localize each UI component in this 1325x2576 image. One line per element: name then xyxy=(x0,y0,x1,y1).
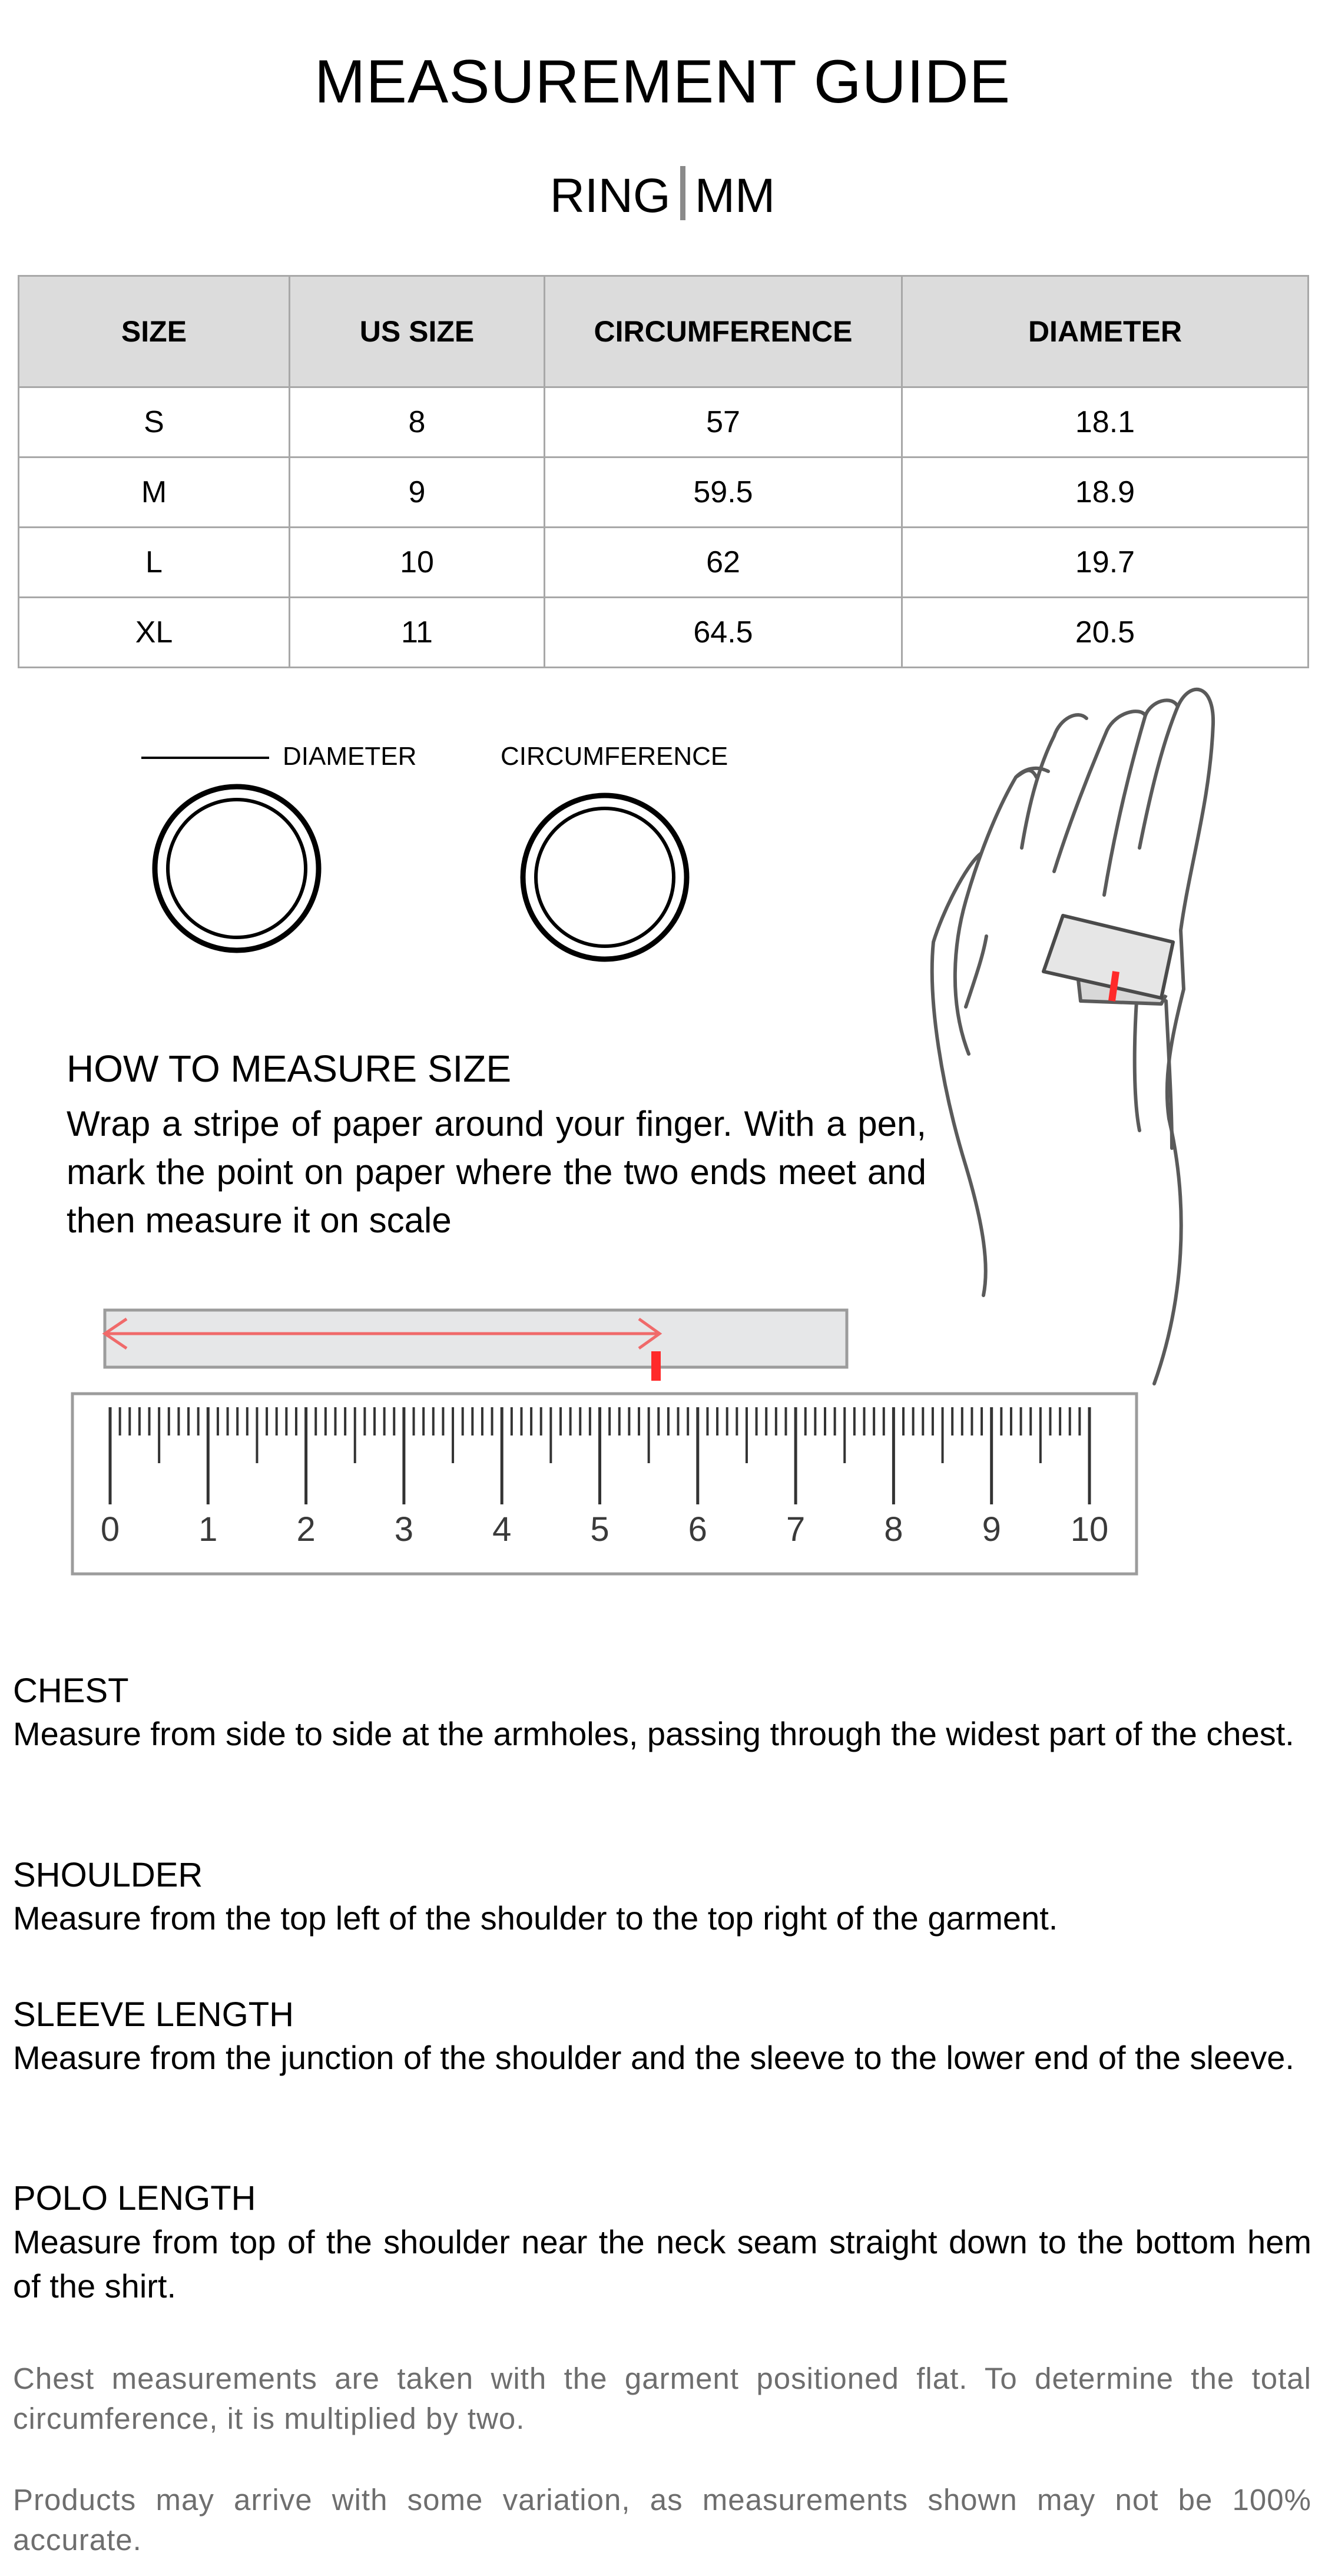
cell-us-size: 11 xyxy=(290,598,545,668)
sleeve-length-title: SLEEVE LENGTH xyxy=(13,1995,294,2034)
cell-us-size: 10 xyxy=(290,528,545,598)
chest-title: CHEST xyxy=(13,1672,129,1710)
ruler-tick-label: 5 xyxy=(590,1510,610,1549)
paper-band-icon xyxy=(1044,916,1173,1004)
cell-us-size: 8 xyxy=(290,387,545,457)
cell-diameter: 19.7 xyxy=(902,528,1309,598)
shoulder-body: Measure from the top left of the shoulder to the top right of the garment. xyxy=(13,1899,1058,1937)
cell-circumference: 59.5 xyxy=(545,457,902,528)
cell-size: S xyxy=(19,387,290,457)
how-to-title: HOW TO MEASURE SIZE xyxy=(67,1047,512,1090)
circumference-label: CIRCUMFERENCE xyxy=(501,742,728,771)
circumference-ring-icon xyxy=(523,795,687,959)
ruler-tick-label: 8 xyxy=(884,1510,903,1549)
header-size: SIZE xyxy=(19,276,290,387)
how-to-body: Wrap a stripe of paper around your finger. With a pen, mark the point on paper where the two ends meet and then measure it on scale xyxy=(67,1104,926,1240)
cell-size: XL xyxy=(19,598,290,668)
note-variation: Products may arrive with some variation, as measurements shown may not be 100% accurate. xyxy=(13,2483,1311,2557)
diameter-ring-icon xyxy=(141,758,319,950)
subtitle-unit: MM xyxy=(694,169,776,223)
cell-circumference: 57 xyxy=(545,387,902,457)
cell-diameter: 18.9 xyxy=(902,457,1309,528)
ruler-tick-label: 6 xyxy=(688,1510,707,1549)
cell-us-size: 9 xyxy=(290,457,545,528)
sleeve-length-body: Measure from the junction of the shoulder and the sleeve to the lower end of the sleeve. xyxy=(13,2039,1294,2076)
header-circumference: CIRCUMFERENCE xyxy=(545,276,902,387)
polo-length-body: Measure from top of the shoulder near the neck seam straight down to the bottom hem of the shirt. xyxy=(13,2223,1311,2305)
polo-length-title: POLO LENGTH xyxy=(13,2179,256,2217)
cell-size: M xyxy=(19,457,290,528)
ruler-tick-label: 0 xyxy=(100,1510,120,1549)
header-us-size: US SIZE xyxy=(290,276,545,387)
cell-circumference: 64.5 xyxy=(545,598,902,668)
hand-illustration xyxy=(932,689,1213,1384)
ruler-tick-label: 9 xyxy=(982,1510,1001,1549)
cell-diameter: 18.1 xyxy=(902,387,1309,457)
cell-size: L xyxy=(19,528,290,598)
ruler-tick-label: 10 xyxy=(1070,1510,1109,1549)
chest-body: Measure from side to side at the armholes, passing through the widest part of the chest. xyxy=(13,1715,1294,1752)
page-title: MEASUREMENT GUIDE xyxy=(314,48,1011,116)
shoulder-title: SHOULDER xyxy=(13,1856,203,1894)
note-chest-flat: Chest measurements are taken with the garment positioned flat. To determine the total circumference, it is multiplied by two. xyxy=(13,2362,1311,2435)
header-diameter: DIAMETER xyxy=(902,276,1309,387)
subtitle-ring: RING xyxy=(549,169,671,223)
ruler-tick-label: 3 xyxy=(394,1510,414,1549)
diameter-label: DIAMETER xyxy=(283,742,417,771)
cell-diameter: 20.5 xyxy=(902,598,1309,668)
paper-strip-icon xyxy=(105,1310,847,1381)
ruler-tick-label: 1 xyxy=(198,1510,218,1549)
cell-circumference: 62 xyxy=(545,528,902,598)
ruler-tick-label: 7 xyxy=(786,1510,806,1549)
ruler-tick-label: 4 xyxy=(492,1510,512,1549)
ruler-icon xyxy=(72,1394,1137,1574)
ruler-tick-label: 2 xyxy=(296,1510,316,1549)
